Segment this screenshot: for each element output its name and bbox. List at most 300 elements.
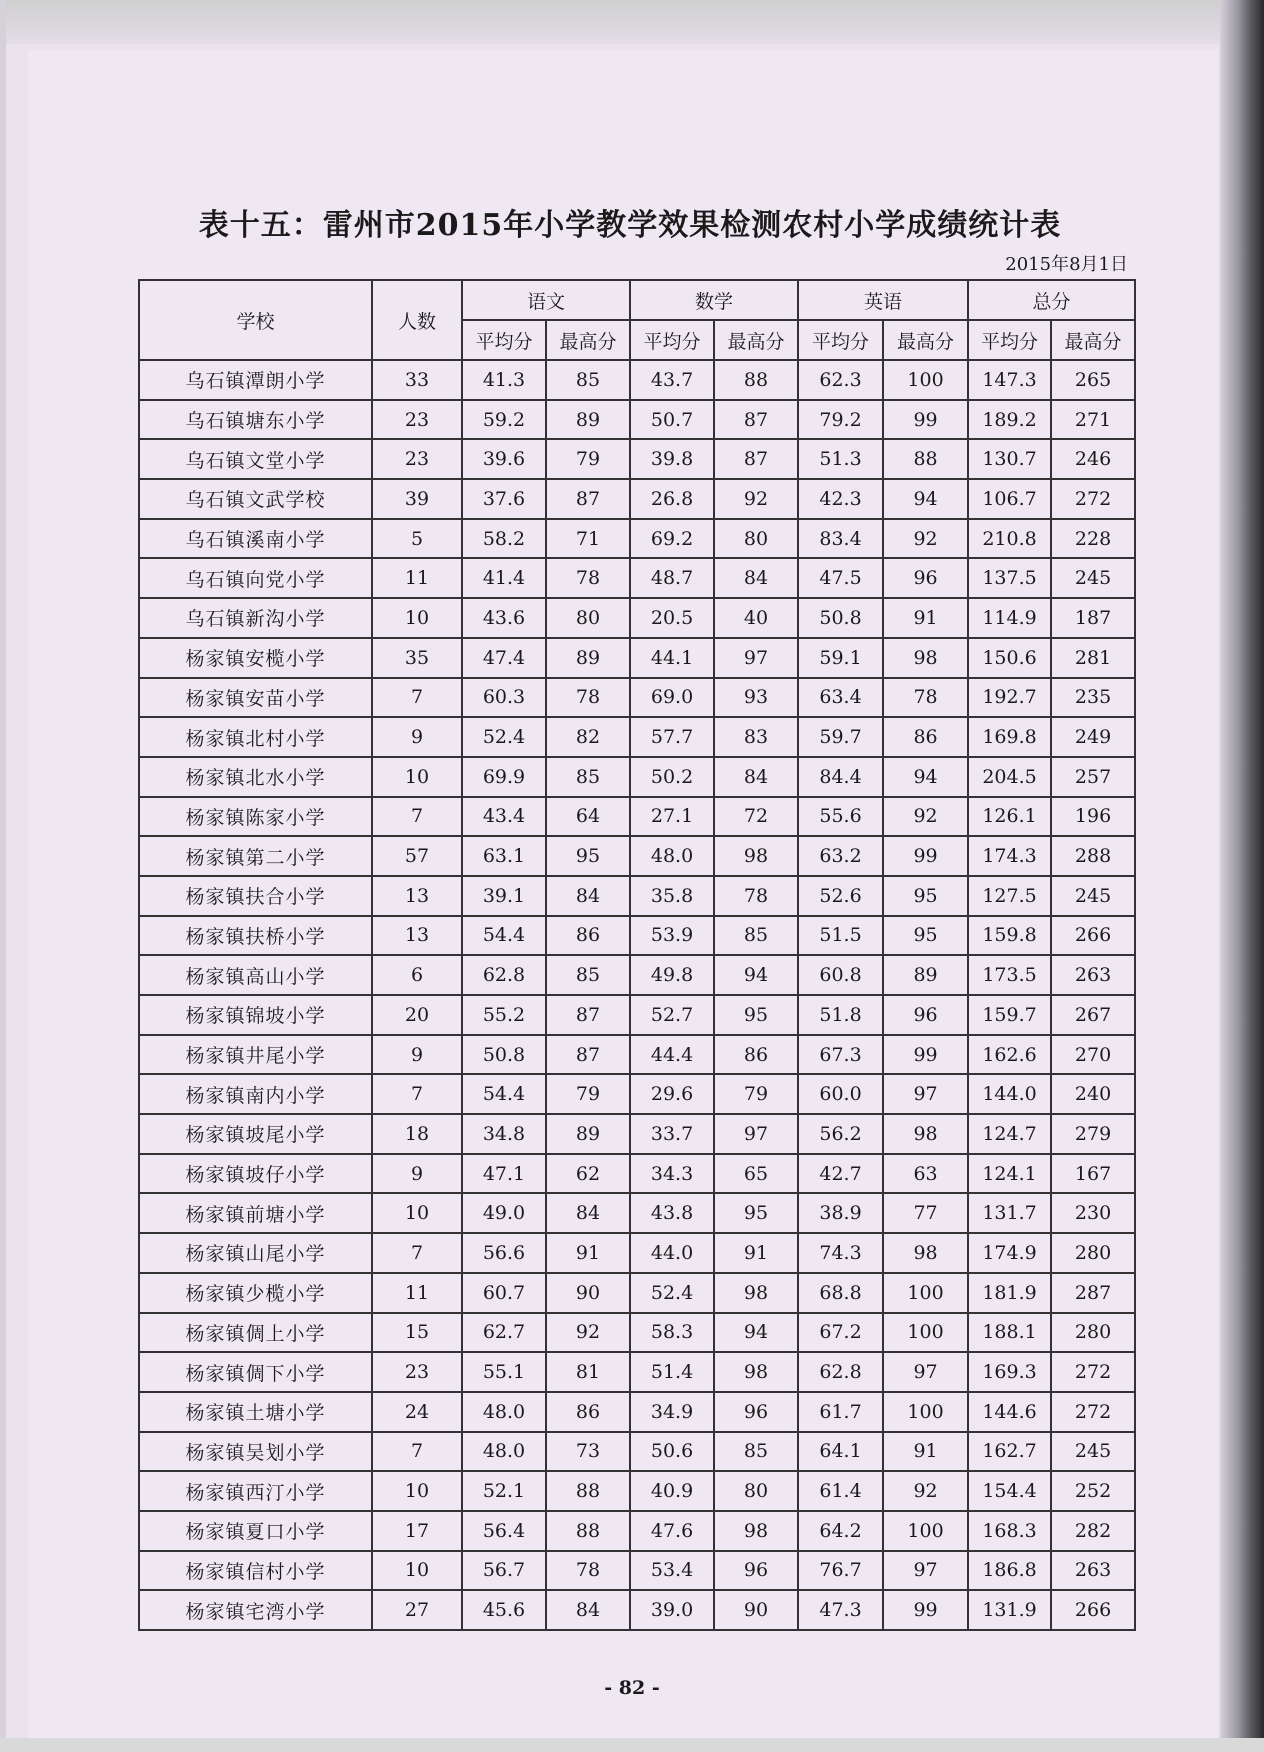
cell-total-max: 245 <box>1051 876 1135 916</box>
cell-total-avg: 150.6 <box>968 638 1051 678</box>
cell-math-avg: 35.8 <box>630 876 714 916</box>
cell-school: 杨家镇吴划小学 <box>139 1432 372 1472</box>
cell-math-avg: 40.9 <box>630 1471 714 1511</box>
header-school: 学校 <box>139 280 372 360</box>
cell-total-max: 279 <box>1051 1114 1135 1154</box>
document-title: 表十五：雷州市2015年小学教学效果检测农村小学成绩统计表 <box>198 208 1062 243</box>
cell-count: 27 <box>372 1590 462 1630</box>
cell-math-max: 85 <box>714 1432 798 1472</box>
cell-english-max: 100 <box>883 1392 968 1432</box>
cell-english-max: 77 <box>883 1193 968 1233</box>
cell-chinese-avg: 55.1 <box>462 1352 546 1392</box>
cell-math-max: 86 <box>714 1035 798 1075</box>
cell-count: 10 <box>372 1551 462 1591</box>
cell-chinese-avg: 48.0 <box>462 1432 546 1472</box>
cell-math-max: 96 <box>714 1392 798 1432</box>
cell-math-max: 94 <box>714 1313 798 1353</box>
scan-edge-left <box>0 0 6 1752</box>
table-row <box>139 1114 1135 1154</box>
table-row <box>139 1035 1135 1075</box>
table-row <box>139 1154 1135 1194</box>
cell-chinese-max: 86 <box>546 916 630 956</box>
table-row <box>139 955 1135 995</box>
cell-english-avg: 63.4 <box>798 678 883 718</box>
cell-school: 杨家镇井尾小学 <box>139 1035 372 1075</box>
cell-math-max: 72 <box>714 797 798 837</box>
cell-chinese-avg: 54.4 <box>462 1074 546 1114</box>
cell-english-avg: 60.8 <box>798 955 883 995</box>
header-count: 人数 <box>372 280 462 360</box>
header-math: 数学 <box>630 280 798 320</box>
table-row <box>139 1471 1135 1511</box>
cell-total-max: 266 <box>1051 1590 1135 1630</box>
cell-total-avg: 169.3 <box>968 1352 1051 1392</box>
cell-english-max: 96 <box>883 558 968 598</box>
cell-math-max: 90 <box>714 1590 798 1630</box>
cell-english-avg: 42.7 <box>798 1154 883 1194</box>
cell-chinese-avg: 50.8 <box>462 1035 546 1075</box>
cell-math-avg: 69.0 <box>630 678 714 718</box>
cell-english-avg: 62.8 <box>798 1352 883 1392</box>
cell-school: 杨家镇扶桥小学 <box>139 916 372 956</box>
cell-total-avg: 192.7 <box>968 678 1051 718</box>
cell-math-max: 98 <box>714 1511 798 1551</box>
cell-school: 杨家镇南内小学 <box>139 1074 372 1114</box>
cell-school: 杨家镇宅湾小学 <box>139 1590 372 1630</box>
cell-total-avg: 154.4 <box>968 1471 1051 1511</box>
cell-total-max: 272 <box>1051 1352 1135 1392</box>
cell-english-max: 86 <box>883 717 968 757</box>
cell-total-avg: 168.3 <box>968 1511 1051 1551</box>
cell-total-avg: 144.6 <box>968 1392 1051 1432</box>
cell-school: 乌石镇溪南小学 <box>139 519 372 559</box>
cell-english-avg: 67.3 <box>798 1035 883 1075</box>
cell-english-max: 100 <box>883 360 968 400</box>
table-row <box>139 1392 1135 1432</box>
cell-english-avg: 55.6 <box>798 797 883 837</box>
cell-chinese-avg: 54.4 <box>462 916 546 956</box>
cell-english-avg: 79.2 <box>798 400 883 440</box>
cell-chinese-max: 84 <box>546 1590 630 1630</box>
cell-english-avg: 51.3 <box>798 439 883 479</box>
cell-math-max: 87 <box>714 400 798 440</box>
cell-school: 乌石镇潭朗小学 <box>139 360 372 400</box>
cell-total-max: 187 <box>1051 598 1135 638</box>
cell-math-max: 95 <box>714 1193 798 1233</box>
cell-chinese-max: 78 <box>546 558 630 598</box>
cell-english-avg: 59.7 <box>798 717 883 757</box>
cell-english-max: 99 <box>883 1035 968 1075</box>
document-date: 2015年8月1日 <box>1005 254 1128 275</box>
cell-total-avg: 114.9 <box>968 598 1051 638</box>
cell-total-avg: 210.8 <box>968 519 1051 559</box>
cell-english-avg: 59.1 <box>798 638 883 678</box>
cell-math-max: 95 <box>714 995 798 1035</box>
cell-school: 乌石镇文武学校 <box>139 479 372 519</box>
cell-chinese-max: 89 <box>546 1114 630 1154</box>
cell-chinese-avg: 56.4 <box>462 1511 546 1551</box>
cell-math-avg: 33.7 <box>630 1114 714 1154</box>
cell-school: 杨家镇锦坡小学 <box>139 995 372 1035</box>
cell-total-max: 245 <box>1051 1432 1135 1472</box>
cell-total-max: 257 <box>1051 757 1135 797</box>
cell-count: 9 <box>372 1154 462 1194</box>
table-row <box>139 916 1135 956</box>
table-row <box>139 797 1135 837</box>
cell-total-avg: 124.7 <box>968 1114 1051 1154</box>
cell-chinese-max: 79 <box>546 439 630 479</box>
table-row <box>139 479 1135 519</box>
cell-total-max: 267 <box>1051 995 1135 1035</box>
cell-math-avg: 20.5 <box>630 598 714 638</box>
cell-math-avg: 43.8 <box>630 1193 714 1233</box>
cell-english-avg: 47.3 <box>798 1590 883 1630</box>
cell-total-max: 249 <box>1051 717 1135 757</box>
cell-chinese-avg: 45.6 <box>462 1590 546 1630</box>
cell-count: 7 <box>372 797 462 837</box>
cell-total-avg: 159.8 <box>968 916 1051 956</box>
cell-chinese-avg: 69.9 <box>462 757 546 797</box>
cell-chinese-avg: 62.7 <box>462 1313 546 1353</box>
cell-english-max: 100 <box>883 1511 968 1551</box>
cell-school: 杨家镇倜下小学 <box>139 1352 372 1392</box>
cell-count: 39 <box>372 479 462 519</box>
cell-chinese-max: 82 <box>546 717 630 757</box>
cell-english-avg: 47.5 <box>798 558 883 598</box>
cell-english-max: 89 <box>883 955 968 995</box>
cell-chinese-max: 85 <box>546 360 630 400</box>
cell-english-max: 99 <box>883 836 968 876</box>
cell-math-avg: 51.4 <box>630 1352 714 1392</box>
cell-english-avg: 76.7 <box>798 1551 883 1591</box>
cell-total-max: 280 <box>1051 1313 1135 1353</box>
cell-math-avg: 53.4 <box>630 1551 714 1591</box>
table-row <box>139 519 1135 559</box>
cell-school: 杨家镇信村小学 <box>139 1551 372 1591</box>
cell-math-avg: 44.1 <box>630 638 714 678</box>
cell-total-max: 230 <box>1051 1193 1135 1233</box>
cell-english-max: 98 <box>883 1114 968 1154</box>
cell-english-avg: 38.9 <box>798 1193 883 1233</box>
table-row <box>139 757 1135 797</box>
table-row <box>139 1551 1135 1591</box>
cell-english-avg: 51.8 <box>798 995 883 1035</box>
cell-count: 24 <box>372 1392 462 1432</box>
cell-total-avg: 137.5 <box>968 558 1051 598</box>
cell-english-max: 94 <box>883 757 968 797</box>
cell-total-max: 196 <box>1051 797 1135 837</box>
cell-math-avg: 58.3 <box>630 1313 714 1353</box>
cell-math-avg: 39.0 <box>630 1590 714 1630</box>
scan-edge-bottom <box>0 1738 1264 1752</box>
cell-chinese-max: 90 <box>546 1273 630 1313</box>
header-english-avg: 平均分 <box>798 320 883 360</box>
cell-math-avg: 48.7 <box>630 558 714 598</box>
cell-count: 7 <box>372 1432 462 1472</box>
table-row <box>139 1074 1135 1114</box>
header-row-subjects <box>139 280 1135 320</box>
cell-math-max: 98 <box>714 1352 798 1392</box>
cell-chinese-max: 84 <box>546 876 630 916</box>
cell-chinese-avg: 58.2 <box>462 519 546 559</box>
cell-count: 7 <box>372 1074 462 1114</box>
cell-math-max: 80 <box>714 519 798 559</box>
cell-chinese-avg: 43.4 <box>462 797 546 837</box>
cell-chinese-max: 78 <box>546 678 630 718</box>
cell-chinese-avg: 47.4 <box>462 638 546 678</box>
cell-chinese-max: 85 <box>546 757 630 797</box>
cell-count: 20 <box>372 995 462 1035</box>
cell-math-max: 79 <box>714 1074 798 1114</box>
cell-chinese-avg: 34.8 <box>462 1114 546 1154</box>
cell-total-max: 228 <box>1051 519 1135 559</box>
cell-count: 7 <box>372 678 462 718</box>
book-spine-shadow <box>1220 0 1264 1752</box>
cell-english-avg: 56.2 <box>798 1114 883 1154</box>
cell-count: 23 <box>372 439 462 479</box>
cell-count: 10 <box>372 757 462 797</box>
cell-school: 杨家镇前塘小学 <box>139 1193 372 1233</box>
table-row <box>139 876 1135 916</box>
cell-chinese-avg: 37.6 <box>462 479 546 519</box>
cell-chinese-max: 88 <box>546 1471 630 1511</box>
table-row <box>139 1233 1135 1273</box>
cell-math-max: 91 <box>714 1233 798 1273</box>
cell-english-avg: 84.4 <box>798 757 883 797</box>
table-body <box>139 360 1135 1630</box>
cell-school: 杨家镇坡仔小学 <box>139 1154 372 1194</box>
cell-chinese-max: 87 <box>546 479 630 519</box>
cell-total-avg: 174.9 <box>968 1233 1051 1273</box>
cell-math-max: 65 <box>714 1154 798 1194</box>
cell-math-avg: 44.4 <box>630 1035 714 1075</box>
cell-count: 6 <box>372 955 462 995</box>
cell-english-max: 92 <box>883 519 968 559</box>
cell-chinese-avg: 55.2 <box>462 995 546 1035</box>
cell-chinese-max: 81 <box>546 1352 630 1392</box>
cell-english-max: 100 <box>883 1273 968 1313</box>
header-chinese-max: 最高分 <box>546 320 630 360</box>
cell-count: 15 <box>372 1313 462 1353</box>
cell-chinese-avg: 49.0 <box>462 1193 546 1233</box>
cell-english-avg: 50.8 <box>798 598 883 638</box>
cell-school: 杨家镇第二小学 <box>139 836 372 876</box>
cell-english-max: 98 <box>883 1233 968 1273</box>
cell-chinese-avg: 63.1 <box>462 836 546 876</box>
cell-math-avg: 50.2 <box>630 757 714 797</box>
header-chinese: 语文 <box>462 280 630 320</box>
table-row <box>139 1273 1135 1313</box>
cell-english-avg: 67.2 <box>798 1313 883 1353</box>
cell-chinese-avg: 48.0 <box>462 1392 546 1432</box>
cell-chinese-max: 95 <box>546 836 630 876</box>
cell-total-avg: 126.1 <box>968 797 1051 837</box>
cell-total-max: 288 <box>1051 836 1135 876</box>
cell-count: 33 <box>372 360 462 400</box>
cell-total-max: 263 <box>1051 955 1135 995</box>
cell-chinese-max: 86 <box>546 1392 630 1432</box>
cell-chinese-max: 85 <box>546 955 630 995</box>
cell-chinese-avg: 43.6 <box>462 598 546 638</box>
scan-edge-top <box>0 0 1264 44</box>
cell-school: 乌石镇塘东小学 <box>139 400 372 440</box>
table-row <box>139 1590 1135 1630</box>
header-total: 总分 <box>968 280 1135 320</box>
table-row <box>139 439 1135 479</box>
cell-school: 杨家镇坡尾小学 <box>139 1114 372 1154</box>
cell-chinese-avg: 52.4 <box>462 717 546 757</box>
table-row <box>139 1432 1135 1472</box>
table-row <box>139 678 1135 718</box>
cell-math-max: 84 <box>714 558 798 598</box>
cell-school: 杨家镇倜上小学 <box>139 1313 372 1353</box>
page-number: - 82 - <box>604 1677 660 1699</box>
cell-math-max: 87 <box>714 439 798 479</box>
cell-school: 杨家镇山尾小学 <box>139 1233 372 1273</box>
cell-math-max: 78 <box>714 876 798 916</box>
cell-english-max: 97 <box>883 1352 968 1392</box>
cell-total-avg: 127.5 <box>968 876 1051 916</box>
cell-chinese-max: 88 <box>546 1511 630 1551</box>
header-total-max: 最高分 <box>1051 320 1135 360</box>
cell-math-max: 84 <box>714 757 798 797</box>
cell-count: 35 <box>372 638 462 678</box>
cell-school: 乌石镇文堂小学 <box>139 439 372 479</box>
cell-count: 9 <box>372 1035 462 1075</box>
cell-math-avg: 27.1 <box>630 797 714 837</box>
cell-total-avg: 169.8 <box>968 717 1051 757</box>
cell-chinese-max: 62 <box>546 1154 630 1194</box>
cell-english-max: 96 <box>883 995 968 1035</box>
cell-english-max: 99 <box>883 1590 968 1630</box>
header-english-max: 最高分 <box>883 320 968 360</box>
cell-chinese-avg: 56.7 <box>462 1551 546 1591</box>
cell-total-avg: 189.2 <box>968 400 1051 440</box>
cell-math-avg: 43.7 <box>630 360 714 400</box>
cell-count: 7 <box>372 1233 462 1273</box>
cell-chinese-avg: 59.2 <box>462 400 546 440</box>
cell-math-avg: 34.9 <box>630 1392 714 1432</box>
cell-count: 17 <box>372 1511 462 1551</box>
cell-school: 杨家镇夏口小学 <box>139 1511 372 1551</box>
cell-math-max: 97 <box>714 638 798 678</box>
table-row <box>139 1352 1135 1392</box>
cell-chinese-avg: 39.1 <box>462 876 546 916</box>
cell-chinese-max: 73 <box>546 1432 630 1472</box>
cell-math-max: 88 <box>714 360 798 400</box>
cell-math-avg: 52.7 <box>630 995 714 1035</box>
cell-school: 乌石镇向党小学 <box>139 558 372 598</box>
cell-english-avg: 64.2 <box>798 1511 883 1551</box>
cell-total-max: 287 <box>1051 1273 1135 1313</box>
cell-english-max: 97 <box>883 1551 968 1591</box>
cell-total-avg: 181.9 <box>968 1273 1051 1313</box>
cell-chinese-avg: 39.6 <box>462 439 546 479</box>
cell-chinese-max: 92 <box>546 1313 630 1353</box>
cell-total-avg: 131.9 <box>968 1590 1051 1630</box>
cell-math-avg: 44.0 <box>630 1233 714 1273</box>
cell-total-avg: 188.1 <box>968 1313 1051 1353</box>
cell-chinese-avg: 47.1 <box>462 1154 546 1194</box>
cell-english-max: 78 <box>883 678 968 718</box>
cell-chinese-avg: 56.6 <box>462 1233 546 1273</box>
cell-chinese-avg: 60.3 <box>462 678 546 718</box>
cell-total-max: 272 <box>1051 479 1135 519</box>
cell-count: 11 <box>372 558 462 598</box>
cell-count: 23 <box>372 1352 462 1392</box>
cell-chinese-max: 91 <box>546 1233 630 1273</box>
cell-school: 杨家镇西汀小学 <box>139 1471 372 1511</box>
cell-english-max: 92 <box>883 1471 968 1511</box>
cell-math-avg: 48.0 <box>630 836 714 876</box>
cell-english-avg: 61.4 <box>798 1471 883 1511</box>
cell-chinese-avg: 60.7 <box>462 1273 546 1313</box>
header-english: 英语 <box>798 280 968 320</box>
cell-total-avg: 186.8 <box>968 1551 1051 1591</box>
cell-math-avg: 50.6 <box>630 1432 714 1472</box>
cell-english-avg: 83.4 <box>798 519 883 559</box>
cell-math-avg: 26.8 <box>630 479 714 519</box>
cell-school: 杨家镇北村小学 <box>139 717 372 757</box>
cell-chinese-max: 71 <box>546 519 630 559</box>
cell-chinese-max: 89 <box>546 638 630 678</box>
cell-count: 10 <box>372 1193 462 1233</box>
cell-english-max: 95 <box>883 916 968 956</box>
cell-count: 10 <box>372 1471 462 1511</box>
cell-math-max: 96 <box>714 1551 798 1591</box>
cell-math-avg: 52.4 <box>630 1273 714 1313</box>
cell-total-max: 281 <box>1051 638 1135 678</box>
cell-total-avg: 131.7 <box>968 1193 1051 1233</box>
cell-math-max: 85 <box>714 916 798 956</box>
cell-total-max: 270 <box>1051 1035 1135 1075</box>
cell-english-max: 99 <box>883 400 968 440</box>
cell-english-max: 91 <box>883 598 968 638</box>
table-row <box>139 717 1135 757</box>
cell-chinese-max: 80 <box>546 598 630 638</box>
cell-english-avg: 51.5 <box>798 916 883 956</box>
cell-english-avg: 62.3 <box>798 360 883 400</box>
cell-chinese-max: 64 <box>546 797 630 837</box>
cell-math-max: 98 <box>714 836 798 876</box>
table-row <box>139 1313 1135 1353</box>
cell-math-avg: 49.8 <box>630 955 714 995</box>
cell-school: 杨家镇安苗小学 <box>139 678 372 718</box>
cell-total-avg: 147.3 <box>968 360 1051 400</box>
table-row <box>139 1511 1135 1551</box>
cell-total-avg: 106.7 <box>968 479 1051 519</box>
cell-school: 杨家镇扶合小学 <box>139 876 372 916</box>
cell-total-avg: 173.5 <box>968 955 1051 995</box>
cell-chinese-max: 87 <box>546 1035 630 1075</box>
cell-math-avg: 39.8 <box>630 439 714 479</box>
cell-total-max: 282 <box>1051 1511 1135 1551</box>
cell-chinese-avg: 41.3 <box>462 360 546 400</box>
cell-math-avg: 29.6 <box>630 1074 714 1114</box>
cell-chinese-max: 79 <box>546 1074 630 1114</box>
cell-school: 杨家镇北水小学 <box>139 757 372 797</box>
cell-english-max: 94 <box>883 479 968 519</box>
cell-english-avg: 61.7 <box>798 1392 883 1432</box>
cell-count: 13 <box>372 916 462 956</box>
cell-total-max: 266 <box>1051 916 1135 956</box>
cell-count: 13 <box>372 876 462 916</box>
cell-math-avg: 69.2 <box>630 519 714 559</box>
cell-english-max: 98 <box>883 638 968 678</box>
table-row <box>139 598 1135 638</box>
header-chinese-avg: 平均分 <box>462 320 546 360</box>
score-table <box>138 279 1136 1631</box>
